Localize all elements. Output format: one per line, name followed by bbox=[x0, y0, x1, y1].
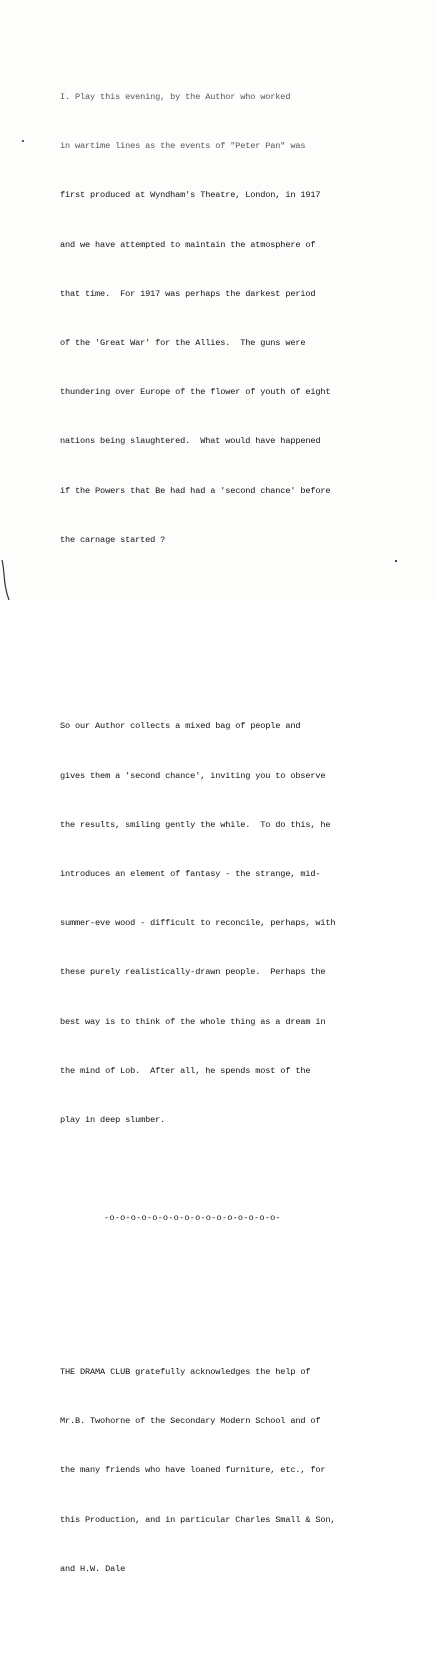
text-line: introduces an element of fantasy - the strange, mid- bbox=[60, 868, 321, 879]
text-line: the many friends who have loaned furniture, etc., for bbox=[60, 1465, 326, 1476]
text-line: in wartime lines as the events of "Peter Pan" was bbox=[60, 141, 306, 152]
text-line: play in deep slumber. bbox=[60, 1114, 166, 1125]
typescript-body bbox=[60, 7, 422, 1659]
text-line: THE DRAMA CLUB gratefully acknowledges the help of bbox=[60, 1367, 311, 1377]
text-line: best way is to think of the whole thing as a dream in bbox=[60, 1016, 326, 1027]
text-line: of the 'Great War' for the Allies. The guns were bbox=[60, 338, 306, 349]
text-line: this Production, and in particular Charles Small & Son, bbox=[60, 1514, 336, 1525]
text-line: first produced at Wyndham's Theatre, London, in 1917 bbox=[60, 190, 321, 201]
text-line: Mr.B. Twohorne of the Secondary Modern School and of bbox=[60, 1416, 321, 1427]
text-line: the carnage started ? bbox=[60, 534, 166, 545]
scan-speck bbox=[395, 560, 397, 562]
text-line: and H.W. Dale bbox=[60, 1563, 126, 1574]
text-line: summer-eve wood - difficult to reconcile, perhaps, with bbox=[60, 918, 336, 929]
scan-speck bbox=[22, 140, 24, 142]
paragraph-acknowledgements bbox=[60, 1331, 422, 1610]
text-line: So our Author collects a mixed bag of people and bbox=[60, 721, 301, 732]
text-line: nations being slaughtered. What would have happened bbox=[60, 436, 321, 447]
text-line: that time. For 1917 was perhaps the darkest period bbox=[60, 288, 316, 299]
paragraph-gap bbox=[60, 1276, 422, 1282]
text-line: the mind of Lob. After all, he spends most of the bbox=[60, 1065, 311, 1076]
paragraph-second-chance bbox=[60, 686, 422, 1162]
separator-rule: -o-o-o-o-o-o-o-o-o-o-o-o-o-o-o-o- bbox=[104, 1213, 281, 1224]
text-line: I. Play this evening, by the Author who worked bbox=[60, 92, 291, 103]
scan-edge-mark bbox=[0, 560, 14, 600]
text-line: and we have attempted to maintain the atmosphere of bbox=[60, 239, 316, 250]
text-line: the results, smiling gently the while. To do this, he bbox=[60, 819, 331, 830]
text-line: if the Powers that Be had had a 'second chance' before bbox=[60, 485, 331, 496]
text-line: these purely realistically-drawn people. Perhaps the bbox=[60, 967, 326, 978]
text-line: thundering over Europe of the flower of youth of eight bbox=[60, 387, 331, 398]
paragraph-gap bbox=[60, 630, 422, 636]
paragraph-author-note bbox=[60, 56, 422, 581]
text-line: gives them a 'second chance', inviting you to observe bbox=[60, 770, 326, 781]
